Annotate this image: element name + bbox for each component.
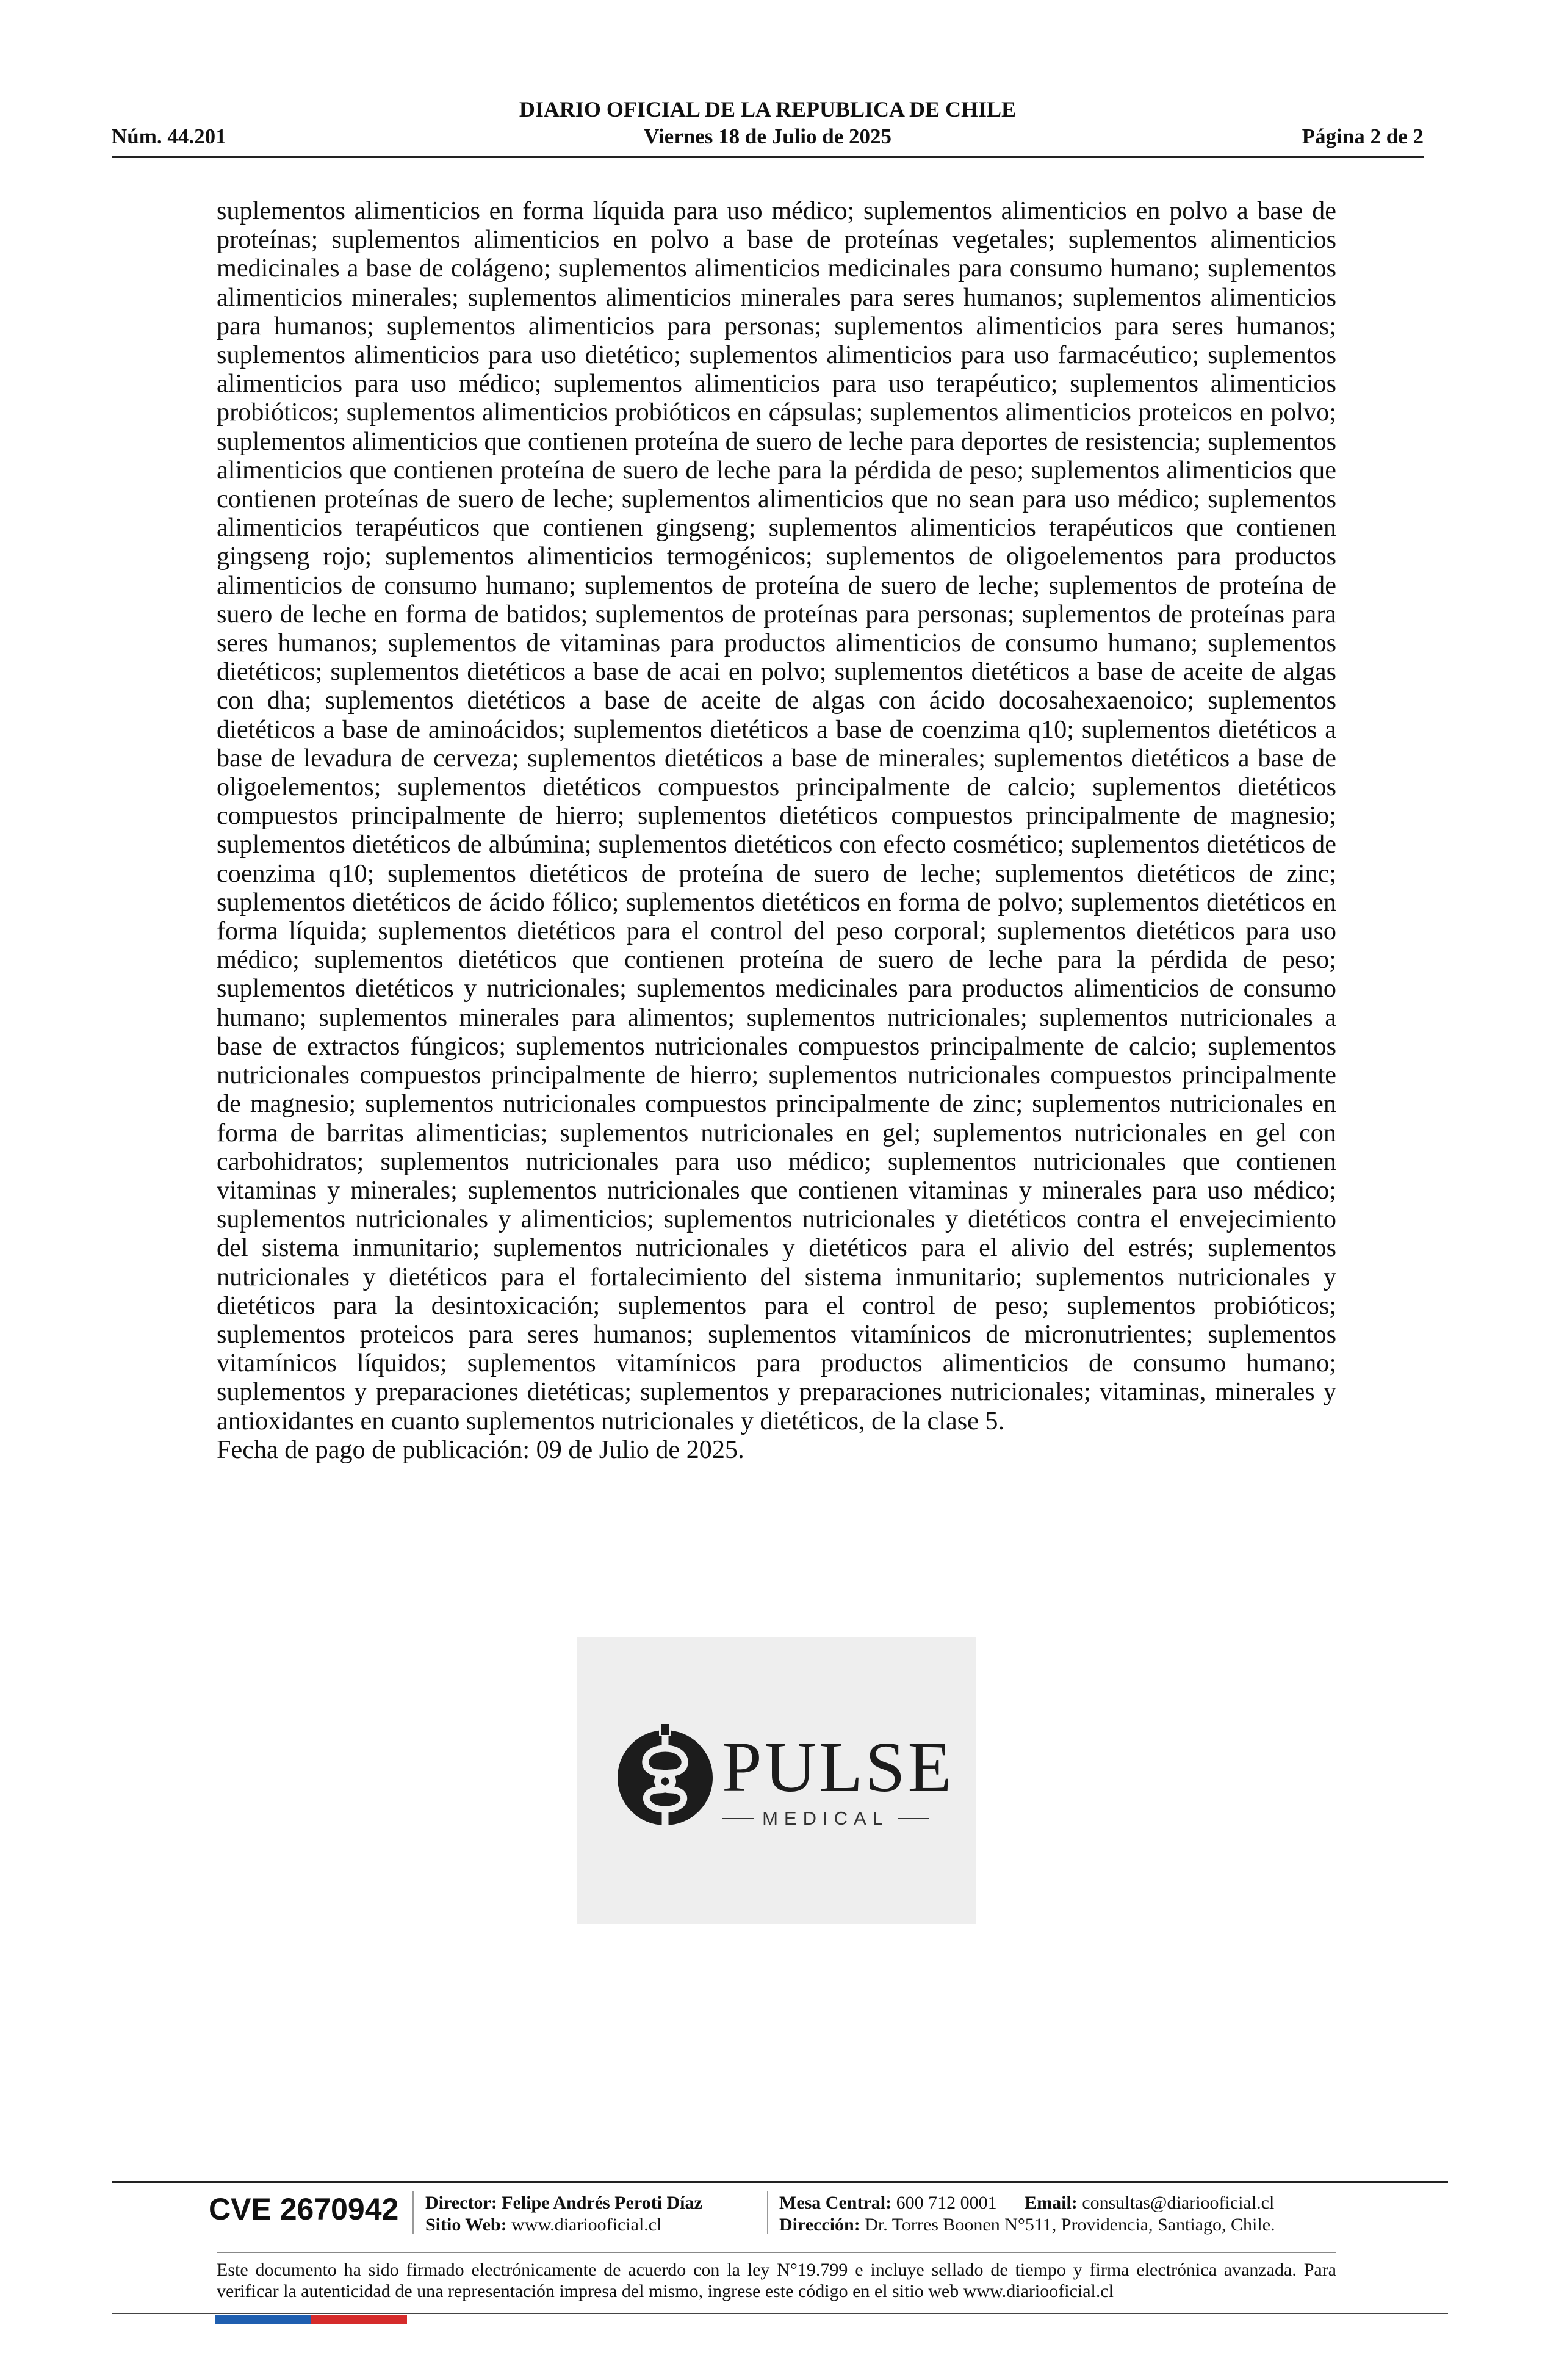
website-line <box>425 2214 702 2236</box>
payment-date: Fecha de pago de publicación: 09 de Julio de 2025. <box>217 1435 744 1464</box>
footer-separator-2 <box>767 2191 768 2234</box>
email-link[interactable]: consultas@diariooficial.cl <box>1082 2193 1275 2213</box>
footer-middle-divider <box>217 2252 1336 2253</box>
brand-logo <box>577 1637 976 1924</box>
logo-wordmark: PULSE <box>722 1727 954 1807</box>
page-header <box>112 96 1424 164</box>
logo-subtitle: MEDICAL <box>762 1808 889 1829</box>
logo-subtitle-line-right <box>898 1818 929 1819</box>
footer-contact-left <box>425 2192 702 2236</box>
website-label: Sitio Web: <box>425 2215 507 2235</box>
newspaper-title: DIARIO OFICIAL DE LA REPUBLICA DE CHILE <box>519 97 1017 121</box>
address-value: Dr. Torres Boonen N°511, Providencia, Santiago, Chile. <box>865 2215 1275 2235</box>
address-line <box>779 2214 1275 2236</box>
footer-separator-1 <box>412 2191 414 2234</box>
mesa-label: Mesa Central: <box>779 2193 892 2213</box>
director-label: Director: <box>425 2193 497 2213</box>
intestine-icon <box>616 1724 714 1828</box>
director-line <box>425 2192 702 2214</box>
product-list-paragraph: suplementos alimenticios en forma líquida para uso médico; suplementos alimenticios en polvo a base de proteínas; suplementos alimenticios en polvo a base de proteínas vegetales; suplementos alimenticios medicinales a base de colágeno; suplementos alimenticios medicinales para consumo humano; suplementos alimenticios minerales; suplementos alimenticios minerales para seres humanos; suplementos alimenticios para humanos; suplementos alimenticios para personas; suplementos alimenticios para seres humanos; suplementos alimenticios para uso dietético; suplementos alimenticios para uso farmacéutico; suplementos alimenticios para uso médico; suplementos alimenticios para uso terapéutico; suplementos alimenticios probióticos; suplementos alimenticios probióticos en cápsulas; suplementos alimenticios proteicos en polvo; suplementos alimenticios que contienen proteína de suero de leche para deportes de resistencia; suplementos alimenticios que contienen proteína de suero de leche para la pérdida de peso; suplementos alimenticios que contienen proteínas de suero de leche; suplementos alimenticios que no sean para uso médico; suplementos alimenticios terapéuticos que contienen gingseng; suplementos alimenticios terapéuticos que contienen gingseng rojo; suplementos alimenticios termogénicos; suplementos de oligoelementos para productos alimenticios de consumo humano; suplementos de proteína de suero de leche; suplementos de proteína de suero de leche en forma de batidos; suplementos de proteínas para personas; suplementos de proteínas para seres humanos; suplementos de vitaminas para productos alimenticios de consumo humano; suplementos dietéticos; suplementos dietéticos a base de acai en polvo; suplementos dietéticos a base de aceite de algas con dha; suplementos dietéticos a base de aceite de algas con ácido docosahexaenoico; suplementos dietéticos a base de aminoácidos; suplementos dietéticos a base de coenzima q10; suplementos dietéticos a base de levadura de cerveza; suplementos dietéticos a base de minerales; suplementos dietéticos a base de oligoelementos; suplementos dietéticos compuestos principalmente de calcio; suplementos dietéticos compuestos principalmente de hierro; suplementos dietéticos compuestos principalmente de magnesio; suplementos dietéticos de albúmina; suplementos dietéticos con efecto cosmético; suplementos dietéticos de coenzima q10; suplementos dietéticos de proteína de suero de leche; suplementos dietéticos de zinc; suplementos dietéticos de ácido fólico; suplementos dietéticos en forma de polvo; suplementos dietéticos en forma líquida; suplementos dietéticos para el control del peso corporal; suplementos dietéticos para uso médico; suplementos dietéticos que contienen proteína de suero de leche para la pérdida de peso; suplementos dietéticos y nutricionales; suplementos medicinales para productos alimenticios de consumo humano; suplementos minerales para alimentos; suplementos nutricionales; suplementos nutricionales a base de extractos fúngicos; suplementos nutricionales compuestos principalmente de calcio; suplementos nutricionales compuestos principalmente de hierro; suplementos nutricionales compuestos principalmente de magnesio; suplementos nutricionales compuestos principalmente de zinc; suplementos nutricionales en forma de barritas alimenticias; suplementos nutricionales en gel; suplementos nutricionales en gel con carbohidratos; suplementos nutricionales para uso médico; suplementos nutricionales que contienen vitaminas y minerales; suplementos nutricionales que contienen vitaminas y minerales para uso médico; suplementos nutricionales y alimenticios; suplementos nutricionales y dietéticos contra el envejecimiento del sistema inmunitario; suplementos nutricionales y dietéticos para el alivio del estrés; suplementos nutricionales y dietéticos para el fortalecimiento del sistema inmunitario; suplementos nutricionales y dietéticos para la desintoxicación; suplementos para el control de peso; suplementos probióticos; suplementos proteicos para seres humanos; suplementos vitamínicos de micronutrientes; suplementos vitamínicos líquidos; suplementos vitamínicos para productos alimenticios de consumo humano; suplementos y preparaciones dietéticas; suplementos y preparaciones nutricionales; vitaminas, minerales y antioxidantes en cuanto suplementos nutricionales y dietéticos, de la clase 5. <box>217 197 1336 1435</box>
issue-date: Viernes 18 de Julio de 2025 <box>643 124 892 148</box>
header-divider <box>112 156 1424 158</box>
issue-number: Núm. 44.201 <box>112 124 226 148</box>
document-body <box>217 197 1336 1464</box>
director-name: Felipe Andrés Peroti Díaz <box>502 2193 702 2213</box>
flag-stripe <box>215 2315 407 2324</box>
phone-email-line <box>779 2192 1275 2214</box>
flag-red-segment <box>311 2315 407 2324</box>
logo-subtitle-row <box>722 1808 929 1830</box>
flag-blue-segment <box>215 2315 311 2324</box>
page-number: Página 2 de 2 <box>1302 124 1424 148</box>
mesa-phone: 600 712 0001 <box>896 2193 997 2213</box>
website-link[interactable]: www.diariooficial.cl <box>511 2215 662 2235</box>
address-label: Dirección: <box>779 2215 860 2235</box>
email-label: Email: <box>1025 2193 1078 2213</box>
footer-top-divider <box>112 2181 1448 2183</box>
legal-disclaimer: Este documento ha sido firmado electrónicamente de acuerdo con la ley N°19.799 e incluye sellado de tiempo y firma electrónica avanzada. Para verificar la autenticidad de una representación impresa del mismo, ingrese este código en el sitio web www.diariooficial.cl <box>217 2260 1336 2301</box>
cve-code: CVE 2670942 <box>209 2192 399 2226</box>
footer-bottom-divider <box>112 2313 1448 2314</box>
footer-contact-right <box>779 2192 1275 2236</box>
logo-subtitle-line-left <box>722 1818 754 1819</box>
